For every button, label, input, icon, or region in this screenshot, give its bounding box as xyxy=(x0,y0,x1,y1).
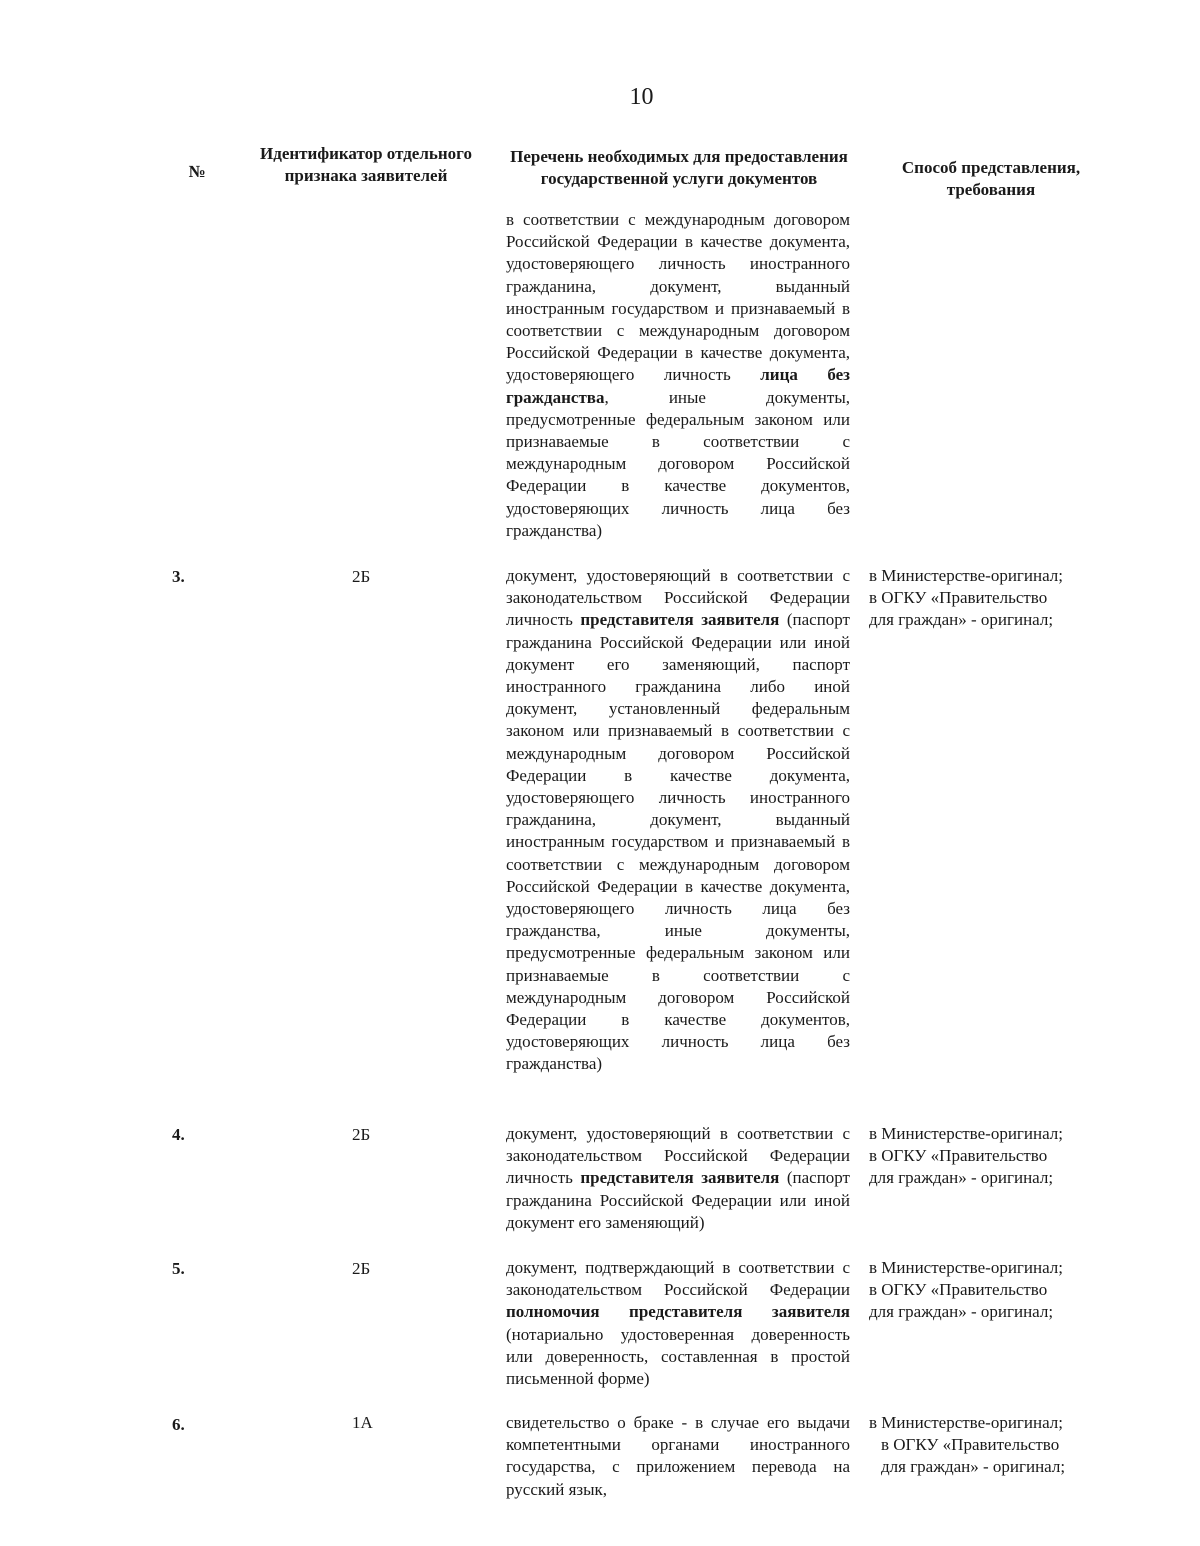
method-line: для граждан» - оригинал; xyxy=(869,1168,1054,1188)
row-method xyxy=(869,1257,1109,1324)
row-identifier: 2Б xyxy=(352,567,371,586)
page-number: 10 xyxy=(629,84,654,110)
header-number: № xyxy=(188,162,206,181)
row-document xyxy=(506,1123,850,1234)
row-document xyxy=(506,1412,850,1501)
row-identifier: 1А xyxy=(352,1413,373,1432)
row-method xyxy=(869,565,1109,632)
row-number: 4. xyxy=(172,1125,185,1144)
row-number: 6. xyxy=(172,1415,185,1434)
row-number: 5. xyxy=(172,1259,185,1278)
header-documents: Перечень необходимых для предоставления государственной услуги документов xyxy=(510,147,848,188)
documents-continuation xyxy=(506,209,850,542)
method-line: для граждан» - оригинал; xyxy=(869,1302,1054,1322)
method-line: для граждан» - оригинал; xyxy=(881,1457,1066,1477)
continuation-text-bold: лица без гражданства xyxy=(506,365,850,407)
document-text-a: документ, подтверждающий в соответствии с законодательством Российской Федерации xyxy=(506,1258,850,1300)
header-identifier: Идентификатор отдельного признака заявителей xyxy=(260,144,472,185)
row-document xyxy=(506,1257,850,1390)
method-line: в ОГКУ «Правительство xyxy=(869,1146,1048,1166)
method-line: в ОГКУ «Правительство xyxy=(881,1435,1060,1455)
method-line: для граждан» - оригинал; xyxy=(869,610,1054,630)
method-line: в Министерстве-оригинал; xyxy=(869,1258,1063,1277)
method-line: в ОГКУ «Правительство xyxy=(869,588,1048,608)
document-text-bold: полномочия представителя заявителя xyxy=(506,1302,850,1322)
row-document xyxy=(506,565,850,1076)
row-number: 3. xyxy=(172,567,185,586)
method-line: в Министерстве-оригинал; xyxy=(869,1413,1063,1432)
document-text-b: (нотариально удостоверенная доверенность или доверенность, составленная в простой письменной форме) xyxy=(506,1324,850,1389)
document-text-b: (паспорт гражданина Российской Федерации или иной документ его заменяющий) xyxy=(506,1168,850,1232)
document-text-a: свидетельство о браке - в случае его выдачи компетентными органами иностранного государства, с приложением перевода на русский язык, xyxy=(506,1413,850,1499)
continuation-text-b: , иные документы, предусмотренные федеральным законом или признаваемые в соответствии с международным договором Российской Федерации в качестве документов, удостоверяющих личность лица без гражданства) xyxy=(506,387,850,540)
document-text-a: документ, удостоверяющий в соответствии с законодательством Российской Федерации личность xyxy=(506,566,850,630)
method-line: в Министерстве-оригинал; xyxy=(869,566,1063,585)
continuation-text-a: в соответствии с международным договором Российской Федерации в качестве документа, удостоверяющего личность иностранного гражданина, документ, выданный иностранным государством и признаваемый в соответствии с международным договором Российской Федерации в качестве документа, удостоверяющего личность xyxy=(506,210,850,385)
header-method: Способ представления, требования xyxy=(901,158,1081,199)
method-line: в ОГКУ «Правительство xyxy=(869,1280,1048,1300)
document-text-b: (паспорт гражданина Российской Федерации или иной документ его заменяющий, паспорт иностранного гражданина либо иной документ, установленный федеральным законом или признаваемый в соответствии с международным договором Российской Федерации в качестве документа, удостоверяющего личность иностранного гражданина, документ, выданный иностранным государством и признаваемый в соответствии с международным договором Российской Федерации в качестве документа, удостоверяющего личность лица без гражданства, иные документы, предусмотренные федеральным законом или признаваемые в соответствии с международным договором Российской Федерации в качестве документов, удостоверяющих личность лица без гражданства) xyxy=(506,610,850,1074)
row-method xyxy=(869,1412,1109,1479)
row-identifier: 2Б xyxy=(352,1125,371,1144)
row-method xyxy=(869,1123,1109,1190)
document-text-bold: представителя заявителя xyxy=(580,610,780,630)
method-line: в Министерстве-оригинал; xyxy=(869,1124,1063,1143)
document-text-bold: представителя заявителя xyxy=(580,1168,780,1188)
document-text-a: документ, удостоверяющий в соответствии с законодательством Российской Федерации личность xyxy=(506,1124,850,1188)
row-identifier: 2Б xyxy=(352,1259,371,1278)
